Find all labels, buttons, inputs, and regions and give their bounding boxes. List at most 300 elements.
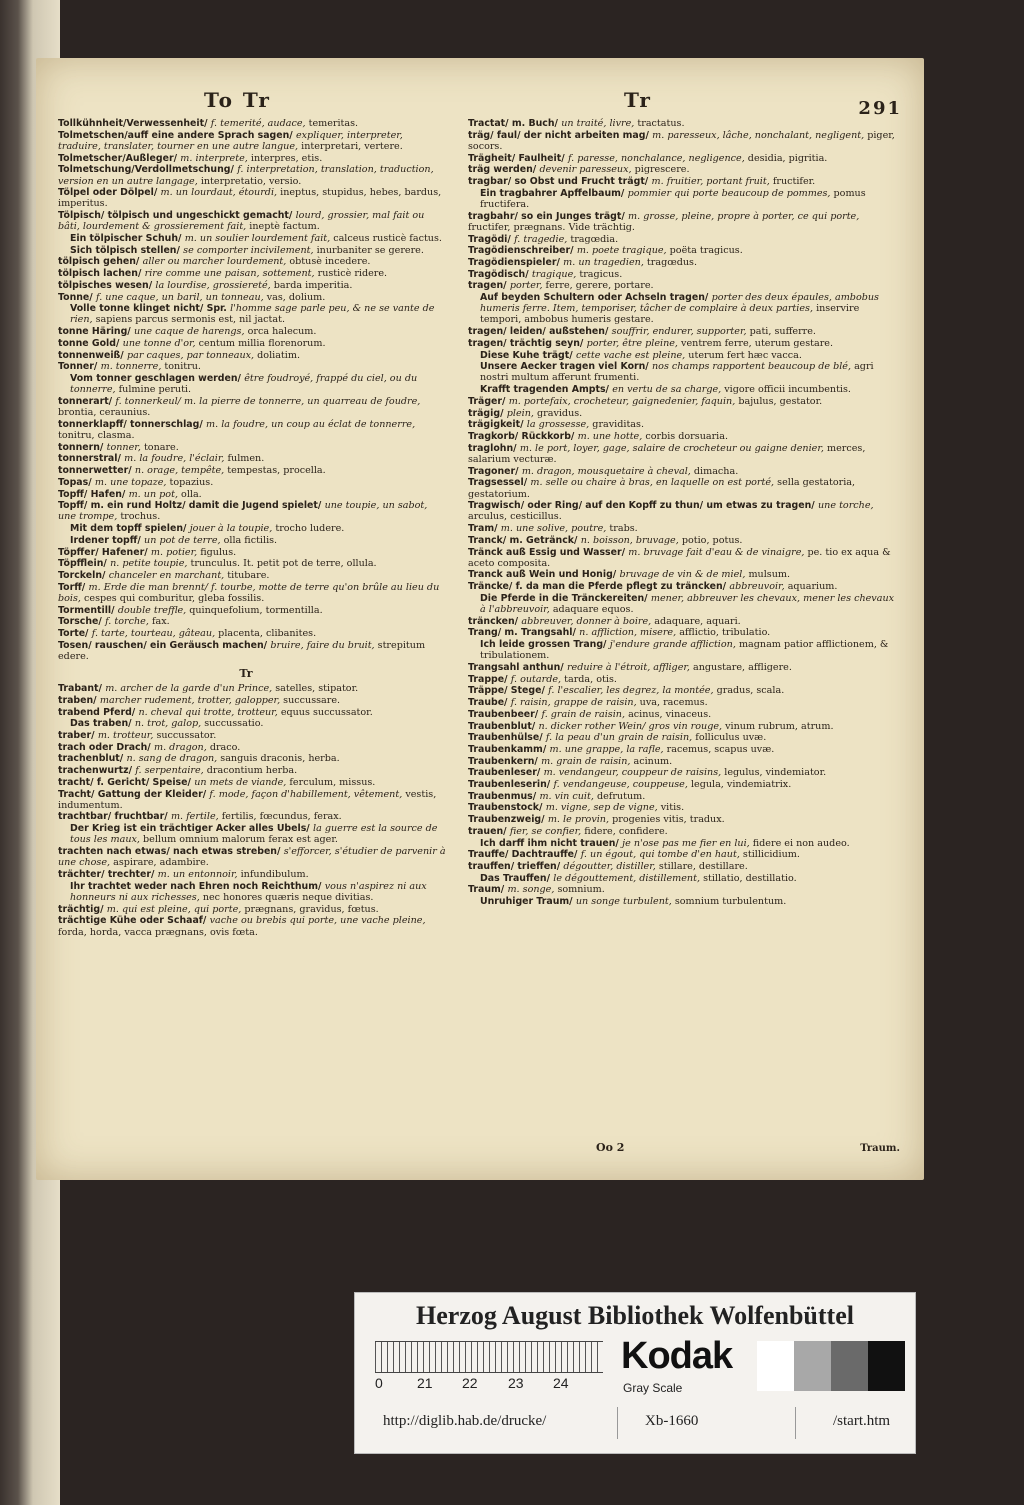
french-gloss: n. sang de dragon, xyxy=(126,753,221,765)
ruler-number: 21 xyxy=(417,1375,433,1391)
latin-gloss: doliatim. xyxy=(257,349,301,361)
french-gloss: fier, se confier, xyxy=(509,825,585,837)
latin-gloss: tonare. xyxy=(143,441,179,453)
german-headword: Torte/ xyxy=(58,627,92,639)
german-headword: traber/ xyxy=(58,730,98,742)
page-number: 291 xyxy=(858,98,902,119)
dictionary-entry xyxy=(456,419,901,430)
latin-gloss: gravidus. xyxy=(537,407,583,419)
german-headword: Topff/ Hafen/ xyxy=(58,488,129,500)
german-headword: trägigkeit/ xyxy=(468,419,527,431)
french-gloss: en vertu de sa charge, xyxy=(612,384,725,396)
latin-gloss: calceus rusticè factus. xyxy=(333,233,442,245)
dictionary-entry xyxy=(456,849,901,860)
latin-gloss: trunculus. It. petit pot de terre, ollula. xyxy=(190,558,377,570)
french-gloss: une toupie, un sabot, une trompe, xyxy=(58,500,428,523)
german-headword: Tölpisch/ tölpisch und ungeschickt gemacht/ xyxy=(58,210,296,222)
latin-gloss: fax. xyxy=(151,616,170,628)
dictionary-entry xyxy=(46,547,446,558)
german-headword: Traubenmus/ xyxy=(468,790,540,802)
running-head-center: Tr xyxy=(624,88,652,112)
french-gloss: m. un pot, xyxy=(128,488,182,500)
dictionary-entry xyxy=(46,419,446,441)
dictionary-entry xyxy=(46,869,446,880)
dictionary-entry xyxy=(456,627,901,638)
dictionary-entry xyxy=(456,326,901,337)
french-gloss: f. la peau d'un grain de raisin, xyxy=(545,732,696,744)
french-gloss: marcher rudement, trotter, galopper, xyxy=(99,694,284,706)
french-gloss: un pot de terre, xyxy=(144,534,224,546)
german-headword: Tonner/ xyxy=(58,361,101,373)
latin-gloss: tonitru, clasma. xyxy=(58,429,135,441)
signature-mark: Oo 2 xyxy=(596,1141,625,1154)
gray-swatch xyxy=(794,1341,831,1391)
german-headword: Irdener topff/ xyxy=(70,534,145,546)
dictionary-entry xyxy=(46,326,446,337)
french-gloss: m. la foudre, un coup au éclat de tonnerre, xyxy=(206,418,416,430)
german-headword: trägig/ xyxy=(468,407,507,419)
latin-gloss: stillare, destillare. xyxy=(658,861,748,872)
latin-gloss: quinquefolium, tormentilla. xyxy=(189,604,323,616)
german-headword: träg/ faul/ der nicht arbeiten mag/ xyxy=(468,129,653,141)
latin-gloss: tragœdia. xyxy=(570,233,619,245)
german-headword: tonnerwetter/ xyxy=(58,465,135,477)
french-gloss: m. le port, loyer, gage, salaire de crocheteur ou gaigne denier, xyxy=(519,442,827,454)
dictionary-entry xyxy=(46,535,446,546)
latin-gloss: trochus. xyxy=(120,511,161,523)
dictionary-entry xyxy=(456,861,901,872)
latin-gloss: trocho ludere. xyxy=(275,523,345,535)
german-headword: Tranck/ m. Getränck/ xyxy=(468,534,581,546)
french-gloss: m. qui est pleine, qui porte, xyxy=(106,903,245,915)
gray-swatches xyxy=(757,1341,905,1391)
french-gloss: m. une topaze, xyxy=(94,476,170,488)
latin-gloss: tragœdus. xyxy=(646,256,698,268)
latin-gloss: equus succussator. xyxy=(280,706,373,718)
french-gloss: n. boisson, bruvage, xyxy=(580,534,682,546)
dictionary-entry xyxy=(456,384,901,395)
german-headword: Tram/ xyxy=(468,523,501,535)
latin-gloss: nec honores quæris neque divitias. xyxy=(202,891,374,903)
german-headword: trächtig/ xyxy=(58,903,107,915)
dictionary-entry xyxy=(456,896,901,907)
french-gloss: expliquer, interpreter, traduire, translater, tourner en une autre langue, xyxy=(58,129,403,152)
french-gloss: se comporter incivilement, xyxy=(183,244,317,256)
running-head-left: To Tr xyxy=(204,88,271,112)
gray-scale-label: Gray Scale xyxy=(623,1381,683,1395)
latin-gloss: interpres, etis. xyxy=(250,152,323,164)
german-headword: tonnerstral/ xyxy=(58,453,125,465)
german-headword: Traubenstock/ xyxy=(468,802,546,814)
german-headword: Tragödienschreiber/ xyxy=(468,245,577,257)
french-gloss: f. tarte, tourteau, gâteau, xyxy=(91,627,219,639)
dictionary-entry xyxy=(46,904,446,915)
german-headword: Tolmetscher/Außleger/ xyxy=(58,152,181,164)
german-headword: traben/ xyxy=(58,694,100,706)
german-headword: Tragoner/ xyxy=(468,465,522,477)
latin-gloss: sella gestatoria, gestatorium. xyxy=(468,477,856,500)
dictionary-entry xyxy=(46,811,446,822)
section-label: Tr xyxy=(239,667,253,681)
gray-swatch xyxy=(868,1341,905,1391)
latin-gloss: angustare, affligere. xyxy=(693,662,792,674)
latin-gloss: sapiens parcus sermonis est, nil jactat. xyxy=(95,314,286,326)
french-gloss: nos champs rapportent beaucoup de blé, xyxy=(652,361,855,373)
latin-gloss: acinus, vinaceus. xyxy=(628,708,712,720)
dictionary-entry xyxy=(46,846,446,868)
german-headword: Die Pferde in die Tränckereiten/ xyxy=(480,592,651,604)
dictionary-entry xyxy=(46,570,446,581)
dictionary-entry xyxy=(456,431,901,442)
latin-gloss: interpretari, vertere. xyxy=(301,140,403,152)
latin-gloss: folliculus uvæ. xyxy=(695,732,767,744)
french-gloss: f. une caque, un baril, un tonneau, xyxy=(95,291,267,303)
dictionary-entry xyxy=(456,547,901,569)
german-headword: Träppe/ Stege/ xyxy=(468,685,549,697)
french-gloss: m. le provin, xyxy=(547,814,613,826)
french-gloss: m. interprete, xyxy=(180,152,251,164)
strip-divider xyxy=(795,1407,796,1439)
french-gloss: f. mode, façon d'habillement, vêtement, xyxy=(209,788,406,800)
dictionary-entry xyxy=(456,791,901,802)
french-gloss: bruire, faire du bruit, xyxy=(270,639,378,651)
french-gloss: f. serpentaire, xyxy=(135,765,207,777)
german-headword: Trappe/ xyxy=(468,673,511,685)
german-headword: Tolmetschung/Verdollmetschung/ xyxy=(58,164,238,176)
german-headword: tragbar/ so Obst und Frucht trägt/ xyxy=(468,176,652,188)
latin-gloss: vitis. xyxy=(660,802,685,814)
french-gloss: cette vache est pleine, xyxy=(575,349,689,361)
french-gloss: m. portefaix, crocheteur, gaignedenier, faquin, xyxy=(508,395,739,407)
dictionary-entry xyxy=(456,188,901,210)
french-gloss: j'endure grande affliction, xyxy=(609,639,739,651)
dictionary-entry xyxy=(46,350,446,361)
latin-gloss: prægnans, gravidus, fœtus. xyxy=(244,903,379,915)
latin-gloss: somnium. xyxy=(557,884,605,896)
latin-gloss: desidia, pigritia. xyxy=(747,152,828,164)
latin-gloss: barda imperitia. xyxy=(273,279,353,291)
french-gloss: f. grain de raisin, xyxy=(541,708,629,720)
german-headword: Topas/ xyxy=(58,476,95,488)
french-gloss: le dégouttement, distillement, xyxy=(553,872,704,884)
dictionary-entry xyxy=(456,350,901,361)
latin-gloss: olla. xyxy=(181,488,202,500)
french-gloss: double treffle, xyxy=(117,604,190,616)
french-gloss: être foudroyé, frappé du ciel, ou du tonnerre, xyxy=(70,372,418,396)
latin-gloss: uterum fert hæc vacca. xyxy=(688,349,802,361)
ruler-number: 0 xyxy=(375,1375,383,1391)
latin-gloss: trabs. xyxy=(609,523,638,535)
latin-gloss: rusticè ridere. xyxy=(317,268,388,280)
german-headword: tonnenweiß/ xyxy=(58,349,127,361)
dictionary-entry xyxy=(46,489,446,500)
french-gloss: m. selle ou chaire à bras, en laquelle on est porté, xyxy=(530,477,778,489)
latin-gloss: uva, racemus. xyxy=(639,697,708,709)
dictionary-entry xyxy=(46,707,446,718)
french-gloss: n. orage, tempête, xyxy=(134,465,228,477)
latin-gloss: fertilis, fœcundus, ferax. xyxy=(221,811,342,823)
dictionary-entry xyxy=(46,582,446,604)
french-gloss: m. potier, xyxy=(150,546,201,558)
french-gloss: n. affliction, misere, xyxy=(579,627,680,639)
german-headword: trauffen/ trieffen/ xyxy=(468,861,564,872)
german-headword: Unsere Aecker tragen viel Korn/ xyxy=(480,361,652,373)
latin-gloss: tempestas, procella. xyxy=(227,465,326,477)
latin-gloss: pe. tio ex aqua & aceto composita. xyxy=(468,546,891,569)
dictionary-entry xyxy=(46,500,446,522)
left-entries-2 xyxy=(46,683,446,937)
french-gloss: f. outarde, xyxy=(510,673,565,685)
dictionary-entry xyxy=(456,802,901,813)
dictionary-entry xyxy=(46,742,446,753)
german-headword: Krafft tragenden Ampts/ xyxy=(480,384,613,396)
dictionary-entry xyxy=(46,730,446,741)
french-gloss: vache ou brebis qui porte, une vache pleine, xyxy=(209,915,426,927)
german-headword: Tollkühnheit/Verwessenheit/ xyxy=(58,118,211,129)
german-headword: Tracht/ Gattung der Kleider/ xyxy=(58,788,210,800)
german-headword: tragen/ xyxy=(468,280,510,292)
french-gloss: l'homme sage parle peu, & ne se vante de rien, xyxy=(70,303,435,326)
latin-gloss: ineptus, stupidus, hebes, bardus, imperitus. xyxy=(58,187,442,210)
latin-gloss: placenta, clibanites. xyxy=(218,627,317,639)
dictionary-entry xyxy=(456,443,901,465)
german-headword: Mit dem topff spielen/ xyxy=(70,523,190,535)
dictionary-entry xyxy=(46,777,446,788)
dictionary-entry xyxy=(456,709,901,720)
dictionary-entry xyxy=(46,303,446,325)
library-url: http://diglib.hab.de/drucke/ xyxy=(383,1413,547,1429)
dictionary-entry xyxy=(456,257,901,268)
french-gloss: m. fertile, xyxy=(170,811,222,823)
german-headword: Traubenkern/ xyxy=(468,755,542,767)
latin-gloss: pati, sufferre. xyxy=(749,326,816,338)
french-gloss: jouer à la toupie, xyxy=(189,523,276,535)
latin-gloss: stillatio, destillatio. xyxy=(703,872,797,884)
french-gloss: dégoutter, distiller, xyxy=(563,861,659,872)
latin-gloss: fidere, confidere. xyxy=(584,825,668,837)
french-gloss: m. grain de raisin, xyxy=(541,755,634,767)
french-gloss: par caques, par tonneaux, xyxy=(126,349,258,361)
german-headword: Sich tölpisch stellen/ xyxy=(70,244,184,256)
french-gloss: m. grosse, pleine, propre à porter, ce qui porte, xyxy=(628,210,860,222)
german-headword: tragbahr/ so ein Junges trägt/ xyxy=(468,210,629,222)
dictionary-entry xyxy=(456,164,901,175)
latin-gloss: agri nostri multum afferunt frumenti. xyxy=(480,361,874,384)
latin-gloss: ventrem ferre, uterum gestare. xyxy=(681,337,834,349)
dictionary-entry xyxy=(46,210,446,232)
latin-gloss: mulsum. xyxy=(748,569,791,581)
book-page xyxy=(36,58,924,1180)
german-headword: trauen/ xyxy=(468,825,510,837)
gray-swatch xyxy=(831,1341,868,1391)
dictionary-entry xyxy=(456,639,901,661)
french-gloss: chanceler en marchant, xyxy=(108,569,228,581)
latin-gloss: defrutum. xyxy=(596,790,646,802)
german-headword: Torckeln/ xyxy=(58,569,109,581)
dictionary-entry xyxy=(46,789,446,811)
french-gloss: m. tonnerre, xyxy=(100,361,165,373)
dictionary-entry xyxy=(456,477,901,499)
dictionary-entry xyxy=(46,753,446,764)
french-gloss: reduire à l'étroit, affliger, xyxy=(566,662,694,674)
latin-gloss: orca halecum. xyxy=(247,326,317,338)
german-headword: Trang/ m. Trangsahl/ xyxy=(468,627,580,639)
latin-gloss: topazius. xyxy=(169,476,214,488)
latin-gloss: stillicidium. xyxy=(742,849,800,861)
latin-gloss: racemus, scapus uvæ. xyxy=(666,743,775,755)
dictionary-entry xyxy=(456,338,901,349)
latin-gloss: obtusè incedere. xyxy=(289,256,371,268)
latin-gloss: forda, horda, vacca prægnans, ovis fœta. xyxy=(58,926,258,938)
dictionary-entry xyxy=(46,616,446,627)
german-headword: Traube/ xyxy=(468,697,511,709)
german-headword: tragen/ trächtig seyn/ xyxy=(468,337,587,349)
french-gloss: m. vendangeur, couppeur de raisins, xyxy=(543,767,725,779)
german-headword: Töpffer/ Hafener/ xyxy=(58,546,151,558)
dictionary-entry xyxy=(456,535,901,546)
french-gloss: s'efforcer, s'étudier de parvenir à une chose, xyxy=(58,846,446,869)
latin-gloss: vas, dolium. xyxy=(266,291,326,303)
dictionary-entry xyxy=(46,338,446,349)
french-gloss: une tonne d'or, xyxy=(122,337,199,349)
french-gloss: tonner, xyxy=(106,441,144,453)
latin-gloss: succussator. xyxy=(156,730,217,742)
german-headword: Traubenleserin/ xyxy=(468,779,554,791)
german-headword: tonnern/ xyxy=(58,441,107,453)
french-gloss: une torche, xyxy=(817,500,874,512)
french-gloss: m. une hotte, xyxy=(577,430,646,442)
strip-divider xyxy=(617,1407,618,1439)
latin-gloss: sanguis draconis, herba. xyxy=(220,753,340,765)
latin-gloss: olla fictilis. xyxy=(223,534,278,546)
german-headword: trachten nach etwas/ nach etwas streben/ xyxy=(58,846,284,858)
ruler-number: 22 xyxy=(462,1375,478,1391)
french-gloss: un traité, livre, xyxy=(561,118,638,129)
latin-gloss: fructifer, prægnans. Vide trächtig. xyxy=(468,221,635,233)
catchword: Traum. xyxy=(860,1143,900,1154)
german-headword: tölpisch gehen/ xyxy=(58,256,143,268)
german-headword: Trangsahl anthun/ xyxy=(468,662,567,674)
french-gloss: m. un tragedien, xyxy=(563,256,647,268)
german-headword: trachtbar/ fruchtbar/ xyxy=(58,811,171,823)
french-gloss: m. bruvage fait d'eau & de vinaigre, xyxy=(628,546,808,558)
german-headword: Topff/ m. ein rund Holtz/ damit die Jugend spielet/ xyxy=(58,500,325,512)
latin-gloss: dracontium herba. xyxy=(206,765,298,777)
german-headword: Träger/ xyxy=(468,395,509,407)
library-name: Herzog August Bibliothek Wolfenbüttel xyxy=(416,1301,854,1330)
dictionary-entry xyxy=(456,756,901,767)
german-headword: Tragödienspieler/ xyxy=(468,256,564,268)
french-gloss: m. un entonnoir, xyxy=(157,869,241,880)
german-headword: Auf beyden Schultern oder Achseln tragen/ xyxy=(480,292,712,304)
german-headword: Traubenzweig/ xyxy=(468,814,548,826)
french-gloss: m. archer de la garde d'un Prince, xyxy=(105,683,276,695)
dictionary-entry xyxy=(46,118,446,129)
french-gloss: rire comme une paisan, sottement, xyxy=(144,268,318,280)
dictionary-entry xyxy=(456,697,901,708)
dictionary-entry xyxy=(456,523,901,534)
dictionary-entry xyxy=(456,396,901,407)
ruler-number: 23 xyxy=(508,1375,524,1391)
latin-gloss: infundibulum. xyxy=(240,869,309,880)
german-headword: Tormentill/ xyxy=(58,604,118,616)
german-headword: Ein tragbahrer Apffelbaum/ xyxy=(480,187,628,199)
dictionary-entry xyxy=(456,500,901,522)
french-gloss: bruvage de vin & de miel, xyxy=(619,569,749,581)
ruler-number: 24 xyxy=(553,1375,569,1391)
french-gloss: m. fruitier, portant fruit, xyxy=(651,176,773,188)
german-headword: Tränck auß Essig und Wasser/ xyxy=(468,546,629,558)
french-gloss: f. interpretation, translation, traduction, version en un autre langage, xyxy=(58,164,434,187)
german-headword: Tolmetschen/auff eine andere Sprach sagen/ xyxy=(58,129,296,141)
dictionary-entry xyxy=(46,823,446,845)
dictionary-entry xyxy=(456,838,901,849)
german-headword: tonnerart/ xyxy=(58,395,116,407)
german-headword: Traubenkamm/ xyxy=(468,743,550,755)
french-gloss: pommier qui porte beaucoup de pommes, xyxy=(627,187,834,199)
french-gloss: m. trotteur, xyxy=(97,730,157,742)
french-gloss: un mets de viande, xyxy=(194,776,290,788)
latin-gloss: adaquare equos. xyxy=(552,604,634,616)
french-gloss: f. torche, xyxy=(105,616,152,628)
german-headword: Unruhiger Traum/ xyxy=(480,896,576,908)
latin-gloss: inurbaniter se gerere. xyxy=(316,244,424,256)
latin-gloss: legula, vindemiatrix. xyxy=(690,779,792,791)
french-gloss: aller ou marcher lourdement, xyxy=(142,256,290,268)
french-gloss: m. paresseux, lâche, nonchalant, negligent, xyxy=(652,129,868,141)
french-gloss: f. tonnerkeul/ m. la pierre de tonnerre, un quarreau de foudre, xyxy=(115,395,421,407)
dictionary-entry xyxy=(46,153,446,164)
latin-gloss: vestis, indumentum. xyxy=(58,788,437,811)
latin-gloss: bajulus, gestator. xyxy=(738,395,823,407)
latin-gloss: arculus, cesticillus. xyxy=(468,511,562,523)
german-headword: Töpfflein/ xyxy=(58,558,111,570)
german-headword: tonne Gold/ xyxy=(58,337,123,349)
dictionary-entry xyxy=(46,233,446,244)
french-gloss: m. Erde die man brennt/ f. tourbe, motte de terre qu'on brûle au lieu du bois, xyxy=(58,581,440,604)
latin-gloss: afflictio, tribulatio. xyxy=(679,627,771,639)
dictionary-entry xyxy=(46,256,446,267)
french-gloss: la grossesse, xyxy=(526,419,593,431)
latin-gloss: vigore officii incumbentis. xyxy=(724,384,851,396)
dictionary-entry xyxy=(46,915,446,937)
dictionary-entry xyxy=(46,245,446,256)
german-headword: Torff/ xyxy=(58,581,89,593)
german-headword: Tölpel oder Dölpel/ xyxy=(58,187,161,199)
german-headword: träncken/ xyxy=(468,615,522,627)
dictionary-entry xyxy=(456,814,901,825)
kodak-brand: Kodak xyxy=(621,1335,733,1377)
french-gloss: m. dragon, mousquetaire à cheval, xyxy=(521,465,694,477)
latin-gloss: draco. xyxy=(209,741,241,753)
latin-gloss: vinum rubrum, atrum. xyxy=(725,720,834,732)
dictionary-entry xyxy=(46,683,446,694)
dictionary-entry xyxy=(456,130,901,152)
latin-gloss: pomus fructifera. xyxy=(480,187,866,210)
german-headword: Ich leide grossen Trang/ xyxy=(480,639,610,651)
french-gloss: mener, abbreuver les chevaux, mener les chevaux à l'abbreuvoir, xyxy=(480,592,895,616)
german-headword: Trauffe/ Dachtrauffe/ xyxy=(468,849,581,861)
german-headword: Trabant/ xyxy=(58,683,106,695)
latin-gloss: titubare. xyxy=(227,569,270,581)
dictionary-entry xyxy=(46,718,446,729)
dictionary-entry xyxy=(46,373,446,395)
dictionary-entry xyxy=(46,292,446,303)
dictionary-entry xyxy=(456,408,901,419)
dictionary-entry xyxy=(456,873,901,884)
latin-gloss: fulmine peruti. xyxy=(118,384,192,396)
french-gloss: abbreuver, donner à boire, xyxy=(521,615,655,627)
